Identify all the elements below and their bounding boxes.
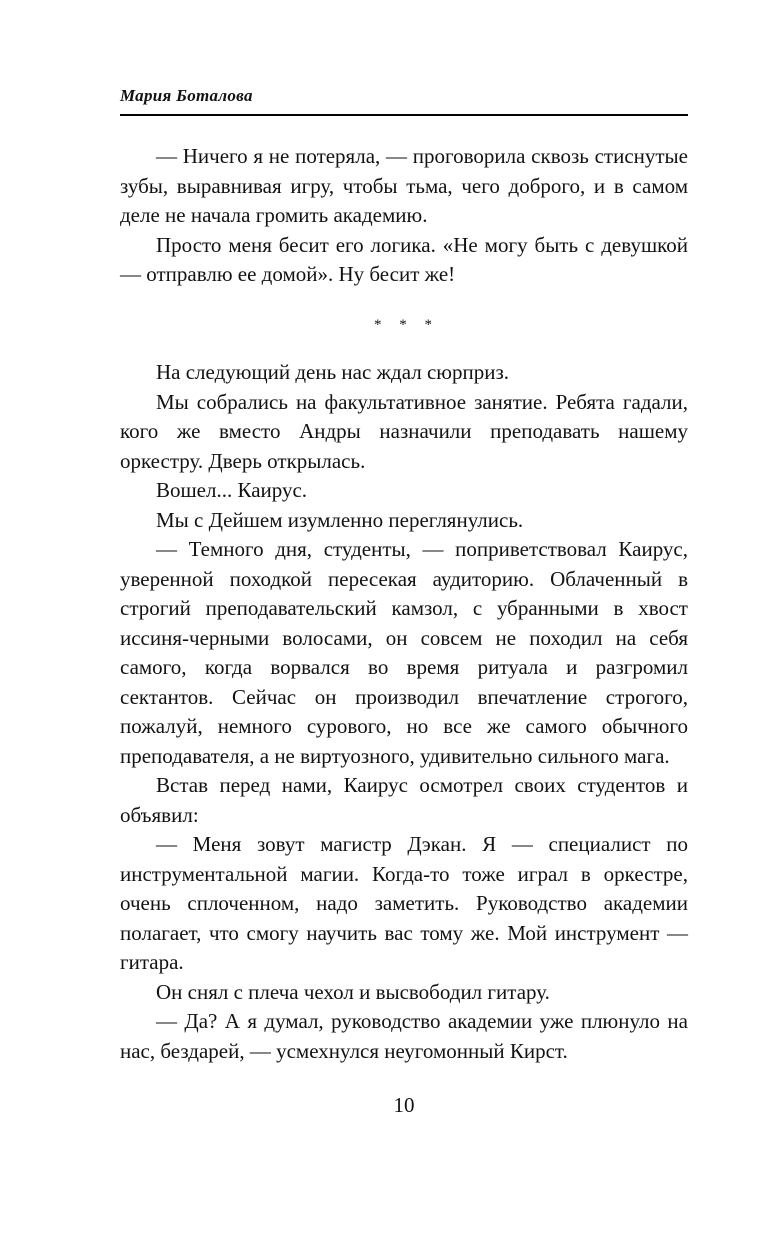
paragraph: — Ничего я не потеряла, — проговорила сквозь стиснутые зубы, выравнивая игру, чтобы тьма, чего доброго, и в самом деле не начала громить академию.	[120, 144, 688, 227]
paragraph: На следующий день нас ждал сюрприз.	[156, 360, 510, 384]
paragraph: — Меня зовут магистр Дэкан. Я — специалист по инструментальной магии. Когда-то тоже играл в оркестре, очень сплоченном, надо заметить. Руководство академии полагает, что смогу научить вас тому же. Мой инструмент — гитара.	[120, 832, 688, 974]
page-number: 10	[393, 1093, 415, 1117]
paragraph: Он снял с плеча чехол и высвободил гитару.	[156, 979, 550, 1004]
paragraph: Просто меня бесит его логика. «Не могу быть с девушкой — отправлю ее домой». Ну бесит же!	[120, 232, 688, 286]
paragraph: Мы собрались на факультативное занятие. Ребята гадали, кого же вместо Андры назначили преподавать нашему оркестру. Дверь открылась.	[120, 389, 688, 473]
paragraph: Мы с Дейшем изумленно переглянулись.	[156, 507, 524, 532]
header-rule	[120, 114, 688, 116]
paragraph: Вошел... Каирус.	[156, 478, 308, 502]
text-block	[120, 86, 688, 1066]
body-text	[120, 142, 688, 1066]
running-head-author: Мария Боталова	[120, 86, 253, 105]
section-separator: * * *	[374, 316, 434, 333]
paragraph: Встав перед нами, Каирус осмотрел своих студентов и объявил:	[120, 773, 688, 827]
paragraph: — Да? А я думал, руководство академии уже плюнуло на нас, бездарей, — усмехнулся неугомонный Кирст.	[120, 1009, 688, 1063]
paragraph: — Темного дня, студенты, — поприветствовал Каирус, уверенной походкой пересекая аудиторию. Облаченный в строгий преподавательский камзол, с убранными в хвост иссиня-черными волосами, он совсем не походил на себя самого, когда ворвался во время ритуала и разгромил сектантов. Сейчас он производил впечатление строгого, пожалуй, немного сурового, но все же самого обычного преподавателя, а не виртуозного, удивительно сильного мага.	[120, 537, 688, 768]
